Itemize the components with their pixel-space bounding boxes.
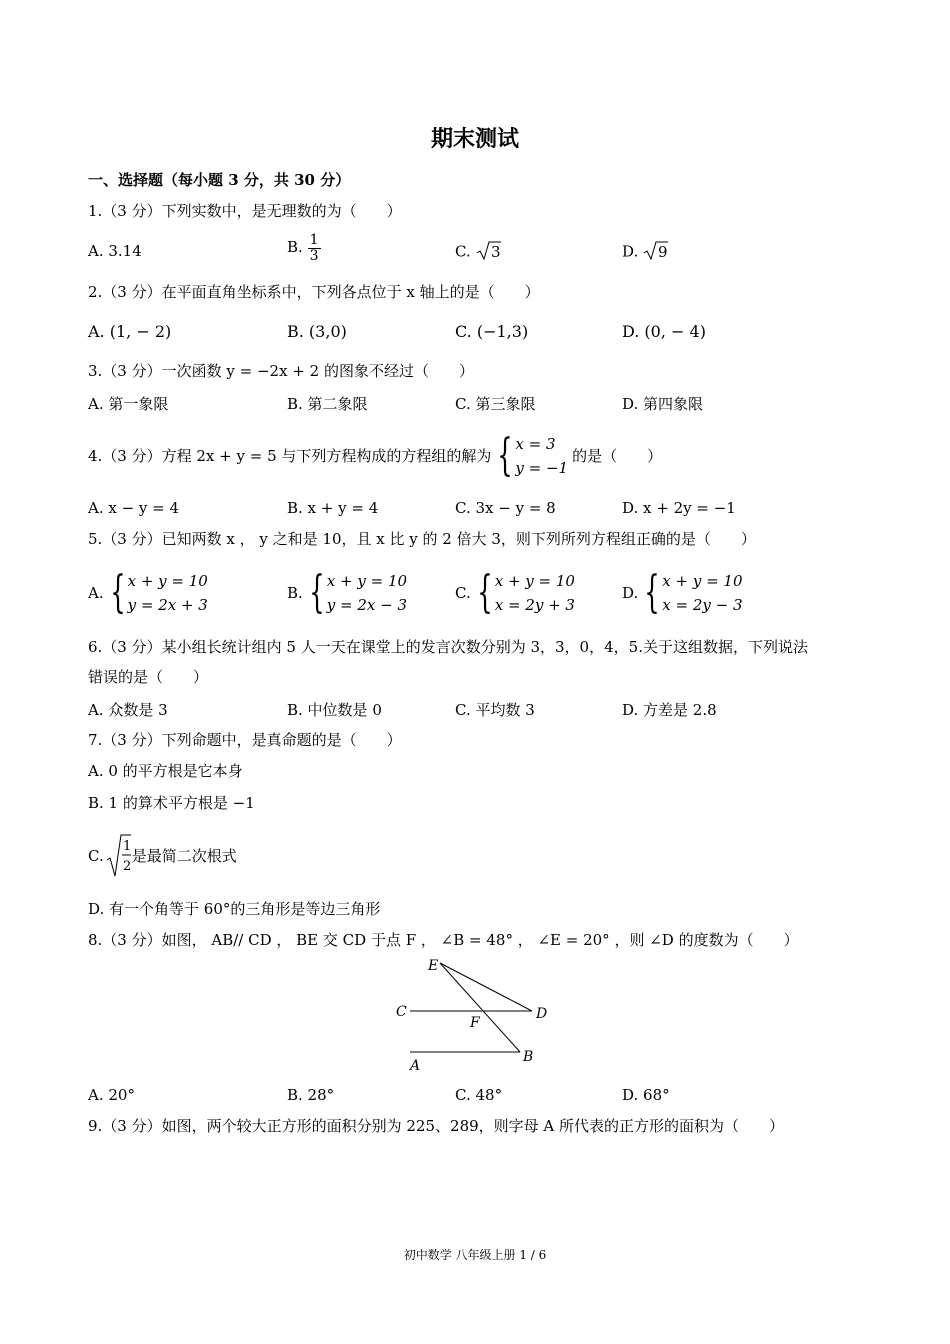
left-brace: { [309,567,325,618]
system-row-2: y = 2x + 3 [127,596,208,614]
radical-sign [476,241,502,264]
q5-option-a-label: A. [88,583,104,602]
fraction-numerator: 1 [309,232,319,248]
q3-option-b: B. 第二象限 [287,395,368,413]
q7-option-a: A. 0 的平方根是它本身 [88,762,243,780]
system-row-2: x = 2y + 3 [494,596,575,614]
radicand: 9 [658,243,668,261]
q1-option-a: A. 3.14 [88,242,142,260]
system-row-1: x + y = 10 [662,572,743,590]
page-title: 期末测试 [430,126,519,152]
q4-option-d: D. x + 2y = −1 [622,499,736,517]
q5-option-d-label: D. [622,583,639,602]
system-row-1: x + y = 10 [494,572,575,590]
q7-option-c-text: 是最简二次根式 [131,846,237,865]
q1-option-b-label: B. [287,238,303,257]
q4-equation-system [491,432,568,480]
fraction-denominator: 3 [309,247,319,264]
q7-option-c-label: C. [88,846,104,865]
left-brace: { [644,567,660,618]
system-row-1: x = 3 [515,435,556,453]
q2-option-d: D. (0, − 4) [622,322,706,341]
q5-option-b-label: B. [287,583,303,602]
page-footer: 初中数学 八年级上册 1 / 6 [403,1248,547,1262]
label-e: E [428,958,439,974]
label-a: A [410,1058,421,1074]
left-brace: { [109,567,126,618]
q5-option-a [88,569,208,617]
q4-option-b: B. x + y = 4 [287,499,379,517]
q2-option-b: B. (3,0) [287,322,347,341]
system-row-2: y = −1 [515,459,569,477]
q5-option-c [455,569,575,617]
radical-sign [643,241,669,264]
line-eb [440,963,520,1052]
q7-option-b: B. 1 的算术平方根是 −1 [88,794,255,812]
label-b: B [523,1049,534,1065]
system-row-1: x + y = 10 [326,572,408,590]
radicand: 3 [490,243,501,261]
q5-option-d [622,569,743,617]
q1-option-d [622,241,669,264]
q4-option-a: A. x − y = 4 [88,499,180,517]
left-brace: { [477,567,493,618]
q6-option-a: A. 众数是 3 [88,701,168,719]
question-2-stem: 2.（3 分）在平面直角坐标系中，下列各点位于 x 轴上的是（ ） [88,283,540,301]
question-3-stem: 3.（3 分）一次函数 y = −2x + 2 的图象不经过（ ） [88,362,474,380]
q8-option-d: D. 68° [622,1086,670,1104]
q1-option-b-fraction [308,233,321,263]
q8-option-c: C. 48° [455,1086,503,1104]
q6-option-c: C. 平均数 3 [455,701,535,719]
question-8-stem: 8.（3 分）如图， AB// CD ， BE 交 CD 于点 F ， ∠B = 48° ， ∠E = 20° ，则 ∠D 的度数为（ ） [88,931,799,949]
q1-option-d-label: D. [622,242,639,261]
q6-option-b: B. 中位数是 0 [287,701,382,719]
question-4-stem [88,432,662,480]
system-row-2: y = 2x − 3 [326,596,408,614]
question-6-stem-line1: 6.（3 分）某小组长统计组内 5 人一天在课堂上的发言次数分别为 3，3，0，4，5.关于这组数据，下列说法 [88,638,808,656]
q5-option-c-label: C. [455,583,471,602]
q4-option-c: C. 3x − y = 8 [455,499,556,517]
q1-option-b [287,233,321,263]
system-row-2: x = 2y − 3 [662,596,743,614]
q2-option-c: C. (−1,3) [455,322,529,341]
question-7-stem: 7.（3 分）下列命题中，是真命题的是（ ） [88,731,402,749]
fraction-numerator: 1 [122,839,131,854]
q1-option-c [455,241,502,264]
radical-sign [106,834,132,878]
system-row-1: x + y = 10 [127,572,208,590]
q3-option-c: C. 第三象限 [455,395,536,413]
question-9-stem: 9.（3 分）如图，两个较大正方形的面积分别为 225、289，则字母 A 所代表的正方形的面积为（ ） [88,1117,785,1135]
label-d: D [536,1006,548,1022]
question-5-stem: 5.（3 分）已知两数 x ， y 之和是 10，且 x 比 y 的 2 倍大 3，则下列所列方程组正确的是（ ） [88,530,756,548]
geometry-figure [390,952,560,1077]
section-heading: 一、选择题（每小题 3 分，共 30 分） [88,171,351,189]
fraction-denominator: 2 [122,859,131,874]
q8-option-b: B. 28° [287,1086,335,1104]
q2-option-a: A. (1, − 2) [88,322,172,341]
line-ed [440,963,532,1011]
q4-stem-post: 的是（ ） [572,446,663,465]
q7-option-c [88,834,237,878]
question-6-stem-line2: 错误的是（ ） [88,668,209,686]
label-f: F [470,1015,480,1031]
q6-option-d: D. 方差是 2.8 [622,701,717,719]
q7-option-d: D. 有一个角等于 60°的三角形是等边三角形 [88,900,381,918]
left-brace: { [497,430,514,481]
q3-option-d: D. 第四象限 [622,395,704,413]
q4-stem-pre: 4.（3 分）方程 2x + y = 5 与下列方程构成的方程组的解为 [88,446,492,465]
question-1-stem: 1.（3 分）下列实数中，是无理数的为（ ） [88,202,402,220]
q8-option-a: A. 20° [88,1086,135,1104]
label-c: C [396,1004,407,1020]
q5-option-b [287,569,407,617]
q3-option-a: A. 第一象限 [88,395,169,413]
q1-option-c-label: C. [455,242,471,261]
